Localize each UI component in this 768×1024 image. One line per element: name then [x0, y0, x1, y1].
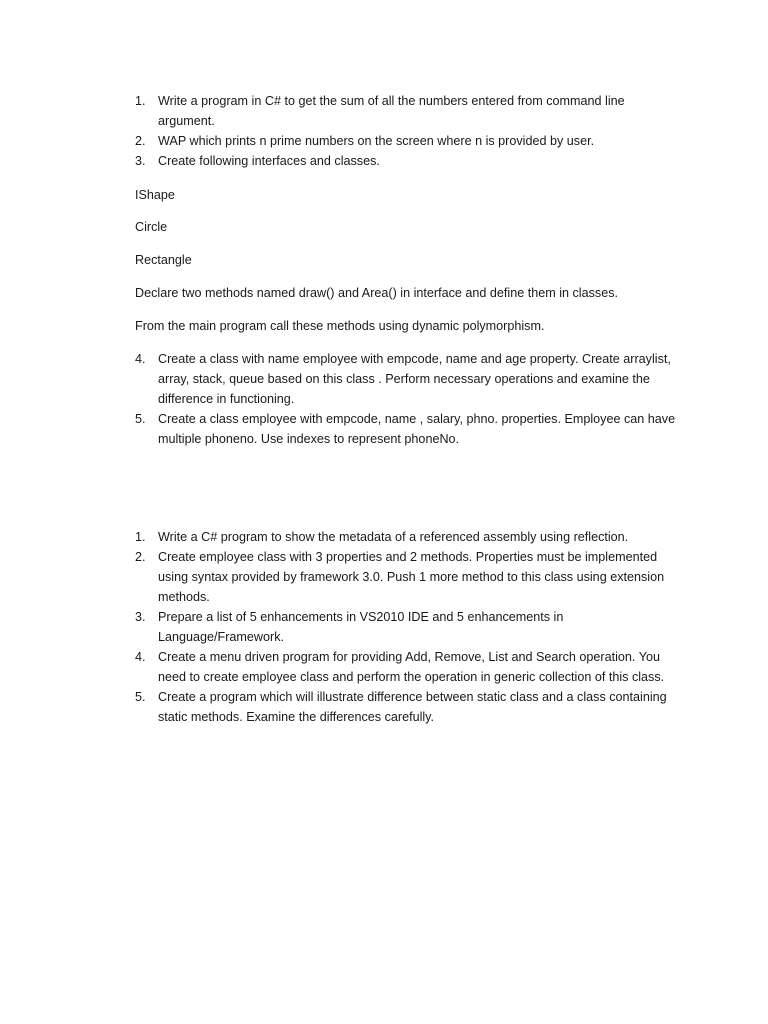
list-item-text: Create a program which will illustrate difference between static class and a class containing static methods. Examine the differences carefully. [158, 690, 667, 724]
interface-name-ishape: IShape [135, 188, 175, 202]
assignment-list-1 [135, 91, 680, 171]
list-item-text: Create a class employee with empcode, name , salary, phno. properties. Employee can have multiple phoneno. Use indexes to represent phoneNo. [158, 412, 676, 446]
list-item [135, 527, 680, 547]
list-item-number: 5. [135, 690, 146, 704]
list-item-text: Create employee class with 3 properties and 2 methods. Properties must be implemented using syntax provided by framework 3.0. Push 1 more method to this class using extension methods. [158, 550, 665, 604]
list-item-number: 3. [135, 154, 146, 168]
list-item [135, 547, 680, 607]
list-item-number: 1. [135, 94, 146, 108]
list-item-text: Create following interfaces and classes. [158, 154, 380, 168]
list-item-text: Prepare a list of 5 enhancements in VS2010 IDE and 5 enhancements in Language/Framework. [158, 610, 564, 644]
list-item-text: Write a C# program to show the metadata of a referenced assembly using reflection. [158, 530, 629, 544]
list-item-number: 1. [135, 530, 146, 544]
class-name-rectangle: Rectangle [135, 253, 192, 267]
list-item-number: 2. [135, 550, 146, 564]
list-item [135, 607, 680, 647]
instruction-declare-methods: Declare two methods named draw() and Area() in interface and define them in classes. [135, 286, 619, 300]
list-item-text: Create a class with name employee with empcode, name and age property. Create arraylist, array, stack, queue based on this class . Perform necessary operations and examine the difference in functioning. [158, 352, 671, 406]
list-item [135, 131, 680, 151]
list-item-number: 3. [135, 610, 146, 624]
list-item [135, 409, 680, 449]
class-name-circle: Circle [135, 220, 168, 234]
list-item [135, 151, 680, 171]
list-item-text: Write a program in C# to get the sum of all the numbers entered from command line argument. [158, 94, 625, 128]
list-item [135, 687, 680, 727]
list-item-text: WAP which prints n prime numbers on the screen where n is provided by user. [158, 134, 595, 148]
list-item-number: 5. [135, 412, 146, 426]
list-item-number: 4. [135, 352, 146, 366]
list-item [135, 647, 680, 687]
assignment-list-3 [135, 527, 680, 727]
instruction-main-program: From the main program call these methods using dynamic polymorphism. [135, 319, 545, 333]
list-item [135, 349, 680, 409]
list-item-number: 4. [135, 650, 146, 664]
list-item-number: 2. [135, 134, 146, 148]
list-item-text: Create a menu driven program for providing Add, Remove, List and Search operation. You need to create employee class and perform the operation in generic collection of this class. [158, 650, 665, 684]
list-item [135, 91, 680, 131]
assignment-list-2 [135, 349, 680, 449]
